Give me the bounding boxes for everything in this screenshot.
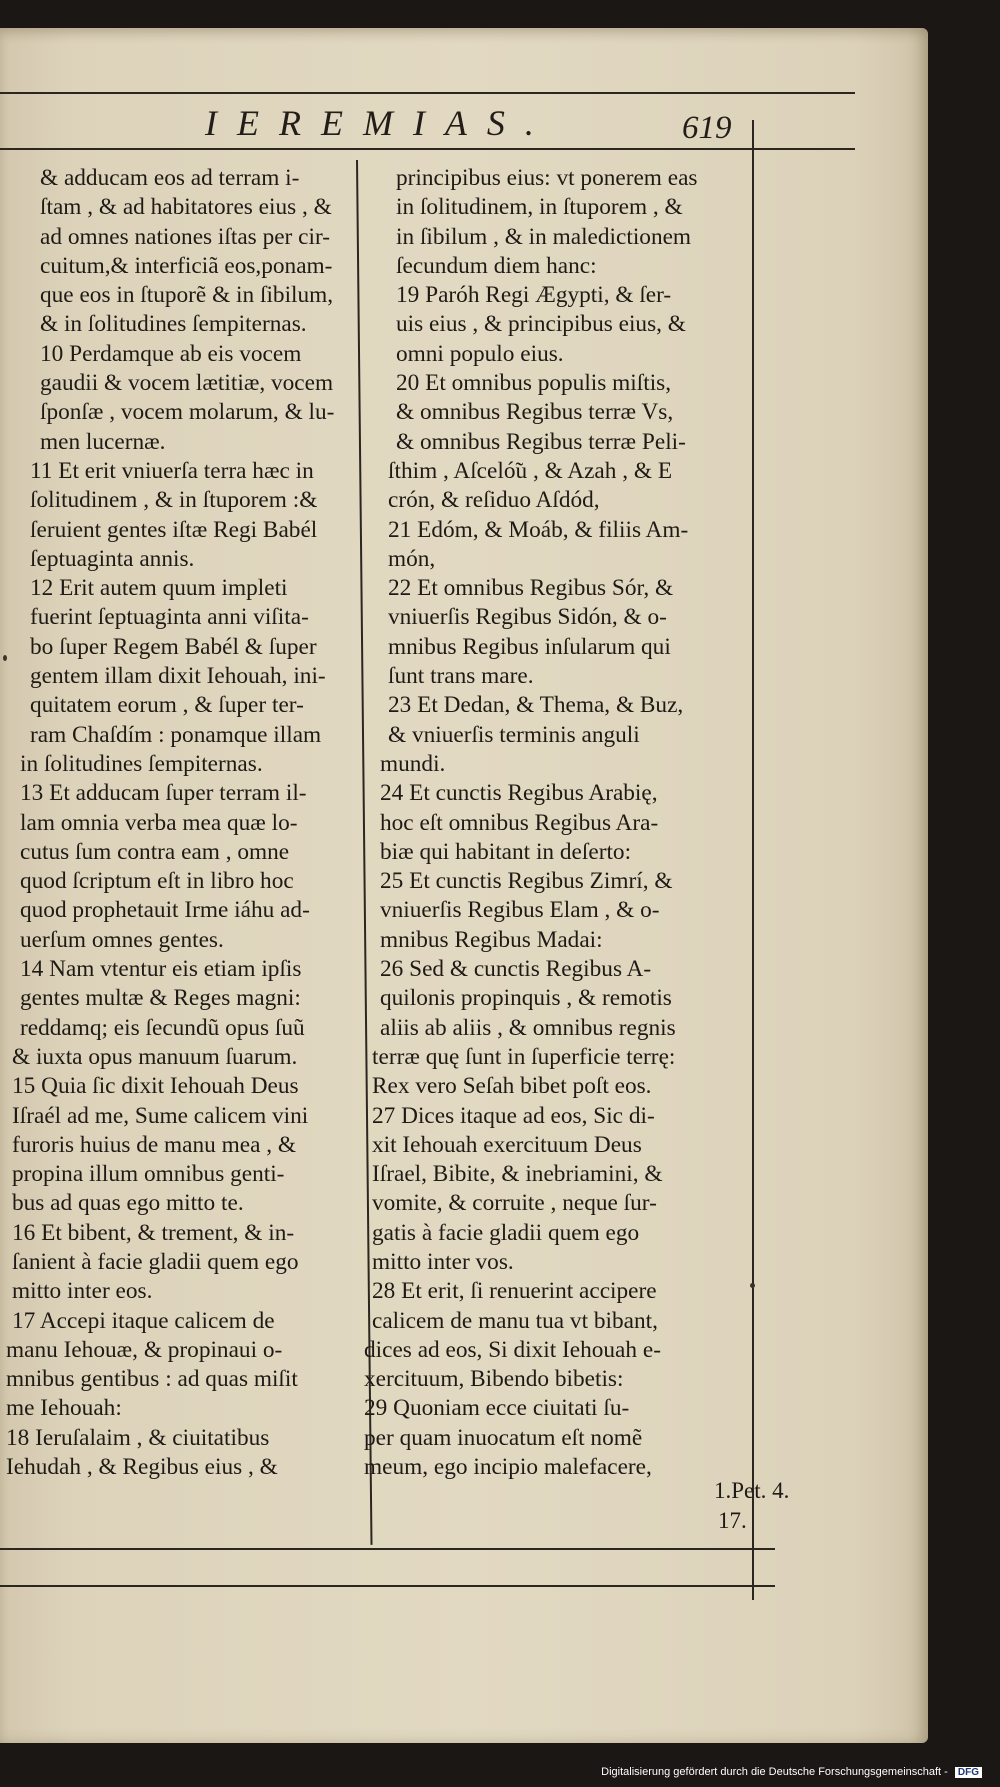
text-line: me Iehouah: (6, 1395, 122, 1422)
text-line: vniuerſis Regibus Sidón, & o- (388, 604, 667, 631)
text-line: món, (388, 545, 436, 572)
margin-note-line: 17. (718, 1508, 747, 1533)
text-line: furoris huius de manu mea , & (12, 1131, 297, 1158)
text-line: hoc eſt omnibus Regibus Ara- (380, 809, 659, 836)
running-title: IEREMIAS. (205, 103, 554, 143)
text-line: Iſraél ad me, Sume calicem vini (12, 1102, 309, 1129)
text-line: ſtam , & ad habitatores eius , & (40, 194, 332, 221)
text-line: mnibus gentibus : ad quas miſit (6, 1366, 298, 1393)
text-line: 18 Ieruſalaim , & ciuitatibus (6, 1424, 270, 1451)
margin-note-line: 1.Pet. 4. (714, 1478, 790, 1503)
text-line: ſanient à facie gladii quem ego (12, 1248, 299, 1275)
footer-rule-lower (0, 1585, 775, 1587)
text-line: uerſum omnes gentes. (20, 926, 224, 953)
text-line: quitatem eorum , & ſuper ter- (30, 692, 304, 719)
text-line: bo ſuper Regem Babél & ſuper (30, 633, 317, 660)
text-line: biæ qui habitant in deſerto: (380, 838, 632, 865)
text-line: xercituum, Bibendo bibetis: (364, 1366, 624, 1393)
page-number: 619 (682, 110, 732, 146)
text-line: lam omnia verba mea quæ lo- (20, 809, 298, 836)
text-line: gentes multæ & Reges magni: (20, 985, 301, 1012)
text-line: ſponſæ , vocem molarum, & lu- (40, 399, 335, 426)
text-line: 28 Et erit, ſi renuerint accipere (372, 1278, 657, 1305)
text-line: in ſolitudines ſempiternas. (20, 750, 263, 777)
text-line: men lucernæ. (40, 428, 166, 455)
text-line: 13 Et adducam ſuper terram il- (20, 780, 307, 807)
text-line: 17 Accepi itaque calicem de (12, 1307, 275, 1334)
header-bottom-rule (0, 148, 855, 150)
text-line: 24 Et cunctis Regibus Arabię, (380, 780, 658, 807)
paper-speck (750, 1283, 755, 1288)
text-line: ad omnes nationes iſtas per cir- (40, 223, 331, 250)
margin-cross-reference (714, 1476, 824, 1536)
text-line: 23 Et Dedan, & Thema, & Buz, (388, 692, 684, 719)
text-line: & omnibus Regibus terræ Peli- (396, 428, 686, 455)
text-line: 29 Quoniam ecce ciuitati ſu- (364, 1395, 630, 1422)
text-line: que eos in ſtuporẽ & in ſibilum, (40, 282, 334, 309)
text-line: ram Chaſdím : ponamque illam (30, 721, 322, 748)
text-line: principibus eius: vt ponerem eas (396, 165, 698, 191)
text-line: 27 Dices itaque ad eos, Sic di- (372, 1102, 655, 1129)
text-line: reddamq; eis ſecundũ opus ſuũ (20, 1014, 305, 1041)
text-line: 16 Et bibent, & trement, & in- (12, 1219, 295, 1246)
text-line: in ſolitudinem, in ſtuporem , & (396, 194, 683, 221)
text-line: mundi. (380, 750, 446, 777)
text-line: 21 Edóm, & Moáb, & filiis Am- (388, 516, 689, 543)
text-line: per quam inuocatum eſt nomẽ (364, 1424, 643, 1451)
digitization-credit (601, 1766, 982, 1778)
text-line: uis eius , & principibus eius, & (396, 311, 686, 338)
text-line: manu Iehouæ, & propinaui o- (6, 1336, 283, 1363)
text-line: meum, ego incipio malefacere, (364, 1454, 652, 1481)
text-line: & in ſolitudines ſempiternas. (40, 311, 307, 338)
text-line: bus ad quas ego mitto te. (12, 1190, 244, 1217)
credit-text: Digitalisierung gefördert durch die Deutsche Forschungsgemeinschaft - (601, 1766, 948, 1778)
right-text-column (364, 164, 722, 1482)
header-top-rule (0, 92, 855, 94)
text-line: ſecundum diem hanc: (396, 252, 597, 279)
text-line: propina illum omnibus genti- (12, 1161, 285, 1188)
text-line: quod prophetauit Irme iáhu ad- (20, 897, 310, 924)
text-line: vniuerſis Regibus Elam , & o- (380, 897, 660, 924)
text-line: aliis ab aliis , & omnibus regnis (380, 1014, 676, 1041)
text-line: vomite, & corruite , neque ſur- (372, 1190, 657, 1217)
text-line: in ſibilum , & in maledictionem (396, 223, 692, 250)
text-line: mnibus Regibus Madai: (380, 926, 603, 953)
text-line: calicem de manu tua vt bibant, (372, 1307, 658, 1334)
paper-speck (3, 655, 7, 661)
text-line: Rex vero Seſah bibet poſt eos. (372, 1073, 652, 1100)
text-line: mitto inter eos. (12, 1278, 153, 1305)
text-line: & vniuerſis terminis anguli (388, 721, 640, 748)
text-line: 19 Paróh Regi Ægypti, & ſer- (396, 282, 672, 309)
text-line: & adducam eos ad terram i- (40, 165, 300, 191)
text-line: ſeptuaginta annis. (30, 545, 195, 572)
text-line: ſthim , Aſceló̃u , & Azah , & E (388, 457, 673, 484)
text-line: fuerint ſeptuaginta anni viſita- (30, 604, 309, 631)
text-line: ſeruient gentes iſtæ Regi Babél (30, 516, 318, 543)
text-line: 22 Et omnibus Regibus Sór, & (388, 575, 674, 602)
text-line: ſolitudinem , & in ſtuporem :& (30, 487, 318, 514)
text-line: 11 Et erit vniuerſa terra hæc in (30, 457, 314, 484)
text-line: 20 Et omnibus populis miſtis, (396, 370, 672, 397)
text-line: dices ad eos, Si dixit Iehouah e- (364, 1336, 661, 1363)
text-line: terræ quę ſunt in ſuperficie terrę: (372, 1043, 676, 1070)
text-line: 14 Nam vtentur eis etiam ipſis (20, 956, 302, 983)
text-line: mnibus Regibus inſularum qui (388, 633, 671, 660)
text-line: 12 Erit autem quum impleti (30, 575, 288, 602)
text-line: 10 Perdamque ab eis vocem (40, 340, 302, 367)
text-line: Iſrael, Bibite, & inebriamini, & (372, 1161, 663, 1188)
text-line: 26 Sed & cunctis Regibus A- (380, 956, 652, 983)
text-line: quilonis propinquis , & remotis (380, 985, 672, 1012)
text-line: cuitum,& interficiã eos,ponam- (40, 252, 333, 279)
text-line: mitto inter vos. (372, 1248, 514, 1275)
text-line: ſunt trans mare. (388, 663, 534, 690)
text-line: gatis à facie gladii quem ego (372, 1219, 640, 1246)
footer-rule-upper (0, 1548, 775, 1550)
text-line: cutus ſum contra eam , omne (20, 838, 290, 865)
text-line: & omnibus Regibus terræ Vs, (396, 399, 674, 426)
dfg-logo-badge: DFG (955, 1767, 982, 1778)
text-line: Iehudah , & Regibus eius , & (6, 1454, 278, 1481)
frame-right-rule (752, 120, 754, 1600)
text-line: 25 Et cunctis Regibus Zimrí, & (380, 868, 673, 895)
text-line: xit Iehouah exercituum Deus (372, 1131, 642, 1158)
text-line: quod ſcriptum eſt in libro hoc (20, 868, 294, 895)
text-line: & iuxta opus manuum ſuarum. (12, 1043, 298, 1070)
text-line: gentem illam dixit Iehouah, ini- (30, 663, 326, 690)
text-line: crón, & reſiduo Aſdód, (388, 487, 600, 514)
text-line: omni populo eius. (396, 340, 564, 367)
left-text-column (6, 164, 352, 1482)
text-line: gaudii & vocem lætitiæ, vocem (40, 370, 334, 397)
text-line: 15 Quia ſic dixit Iehouah Deus (12, 1073, 299, 1100)
